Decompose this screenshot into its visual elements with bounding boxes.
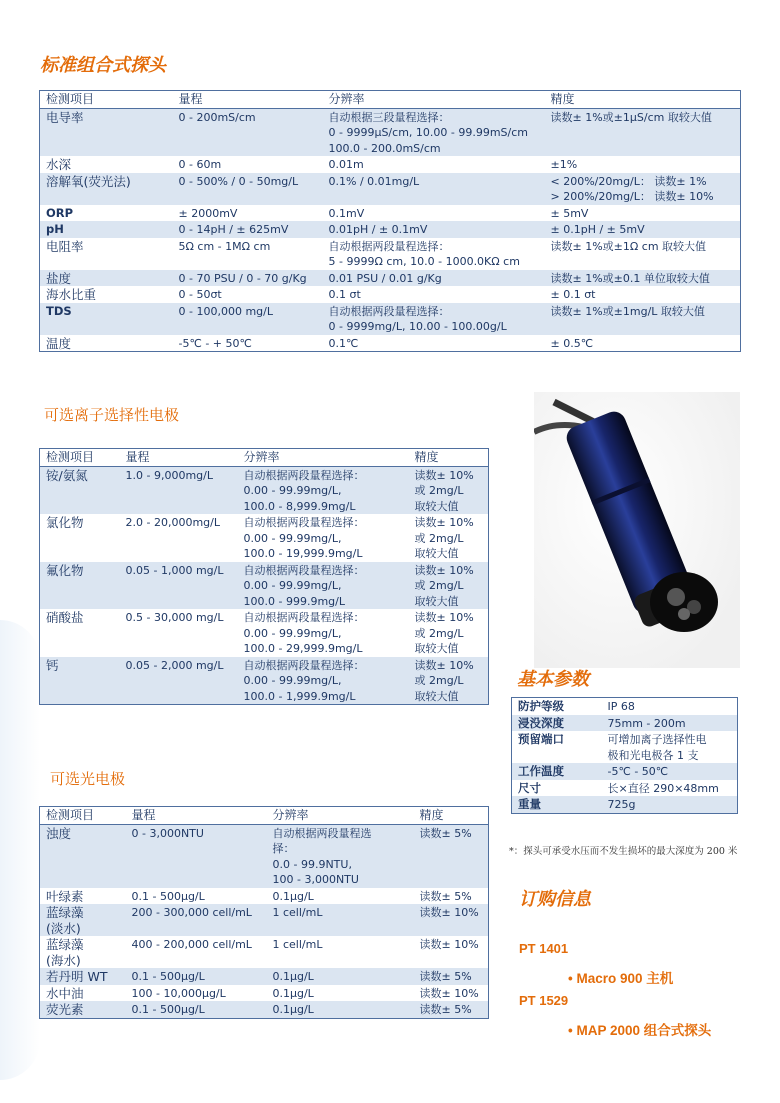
param-value-line: 725g [607,798,636,811]
table-row [40,238,741,270]
header-accuracy: 精度 [545,91,741,109]
header-resolution: 分辨率 [267,807,414,825]
item-name: 盐度 [40,270,173,287]
accuracy-cell [545,173,741,205]
range-cell: 100 - 10,000µg/L [131,986,226,1000]
resolution-cell-line: 0.00 - 99.99mg/L, [243,579,342,592]
accuracy-cell [545,335,741,352]
resolution-cell-line: 0 - 9999mg/L, 10.00 - 100.00g/L [328,320,507,333]
param-value [602,763,738,780]
param-value [602,731,738,763]
param-value [602,780,738,797]
resolution-cell [238,609,409,657]
range-cell: 0.1 - 500µg/L [126,1001,267,1018]
resolution-cell-line: 100.0 - 29,999.9mg/L [243,642,363,655]
item-name-line: 荧光素 [46,1002,84,1017]
accuracy-cell-line: 或 2mg/L [414,674,464,687]
resolution-cell-line: 1 cell/mL [272,938,323,951]
resolution-cell-line: 自动根据两段量程选择： [328,239,450,253]
accuracy-cell [545,270,741,287]
accuracy-cell-line: ±1% [550,158,578,171]
table-row [40,221,741,238]
table-row [40,303,741,335]
accuracy-cell-line: > 200%/20mg/L： 读数± 10% [550,190,714,203]
resolution-cell [267,936,414,968]
range-cell: 0.1 - 500µg/L [126,968,267,985]
resolution-cell-line: 100.0 - 999.9mg/L [243,594,345,608]
accuracy-cell-line: 或 2mg/L [414,531,464,545]
resolution-cell-line: 自动根据两段量程选择： [243,658,365,672]
header-item: 检测项目 [40,449,120,467]
table-row [40,173,741,205]
resolution-cell [267,904,414,936]
param-value [602,796,738,813]
range-cell: 0.05 - 1,000 mg/L [120,562,238,610]
accuracy-cell-line: 或 2mg/L [414,579,464,592]
item-name: 温度 [46,335,72,351]
optical-electrode-table [39,806,489,1019]
header-range: 量程 [126,807,267,825]
order-section-title: 订购信息 [519,889,591,910]
resolution-cell-line: 0.1µg/L [272,970,314,983]
item-name-line: (海水) [46,952,81,968]
accuracy-cell-line: 取较大值 [414,547,459,560]
accuracy-cell-line: ± 0.1 σt [550,288,596,301]
item-name: 电导率 [40,108,173,156]
table-row [40,270,741,287]
accuracy-cell-line: 读数± 10% [414,563,474,577]
accuracy-cell-line: 取较大值 [414,642,459,655]
resolution-cell-line: 0 - 9999µS/cm, 10.00 - 99.99mS/cm [328,126,529,139]
item-name: 海水比重 [46,287,97,302]
resolution-cell-line: 自动根据两段量程选择： [243,468,365,482]
item-name [40,968,126,985]
range-cell: 0 - 500% / 0 - 50mg/L [173,173,323,205]
item-name: 溶解氧(荧光法) [40,173,173,205]
item-name: 电阻率 [46,238,84,254]
item-name [40,985,126,1002]
range-cell: 200 - 300,000 cell/mL [126,904,267,936]
resolution-cell-line: 自动根据两段量程选择： [328,304,450,318]
accuracy-cell: 读数± 5% [414,1001,489,1018]
table-row [40,335,741,352]
table-row [40,936,489,968]
header-range: 量程 [173,91,323,109]
range-cell: 0 - 70 PSU / 0 - 70 g/Kg [173,270,323,287]
table-row [40,904,489,936]
resolution-cell-line: 0.1µg/L [272,1003,314,1016]
header-resolution: 分辨率 [238,449,409,467]
header-item: 检测项目 [40,91,173,109]
range-cell: 0.05 - 2,000 mg/L [120,657,238,705]
accuracy-cell-line: 读数± 1%或±1mg/L 取较大值 [550,304,705,318]
accuracy-cell [545,205,741,222]
param-name: 尺寸 [518,780,541,795]
table-row [40,286,741,303]
resolution-cell [323,335,545,352]
range-cell: 0 - 14pH / ± 625mV [173,221,323,238]
table-row [40,657,489,705]
resolution-cell-line: 0.00 - 99.99mg/L, [243,626,342,640]
accuracy-cell-line: 读数± 10% [414,468,474,482]
param-name: 重量 [512,796,602,813]
resolution-cell-line: 0.01 PSU / 0.01 g/Kg [328,271,442,285]
resolution-cell-line: 0.01pH / ± 0.1mV [328,223,428,236]
table-row [512,698,738,715]
resolution-cell-line: 0.1mV [328,206,365,220]
header-range: 量程 [120,449,238,467]
accuracy-cell: 读数± 10% [419,986,479,1000]
accuracy-cell-line: ± 5mV [550,206,589,220]
accuracy-cell-line: 读数± 1%或±1Ω cm 取较大值 [550,239,707,253]
resolution-cell [267,985,414,1002]
range-cell: 0 - 60m [178,158,222,171]
resolution-cell [323,303,545,335]
resolution-cell-line: 100.0 - 19,999.9mg/L [243,547,363,560]
header-resolution: 分辨率 [323,91,545,109]
header-item: 检测项目 [40,807,126,825]
basic-params-table [511,697,738,814]
item-name: 氯化物 [46,515,84,530]
resolution-cell [267,1001,414,1018]
accuracy-cell-line: ± 0.1pH / ± 5mV [550,223,645,236]
resolution-cell-line: 自动根据两段量程选 [272,826,372,840]
accuracy-cell [409,514,489,562]
depth-footnote: *：探头可承受水压而不发生损坏的最大深度为 200 米 [509,846,738,857]
table-row [40,108,741,156]
item-name: pH [40,221,173,238]
resolution-cell [323,286,545,303]
resolution-cell-line: 自动根据三段量程选择： [328,110,450,124]
item-name [40,936,126,968]
resolution-cell-line: 0.00 - 99.99mg/L, [243,484,342,497]
resolution-cell-line: 100.0 - 200.0mS/cm [328,141,441,155]
item-name: 水深 [46,157,72,172]
item-name-line: (淡水) [46,920,81,936]
resolution-cell-line: 0.0 - 99.9NTU, [272,857,352,871]
resolution-cell-line: 0.00 - 99.99mg/L, [243,531,342,545]
resolution-cell-line: 100 - 3,000NTU [272,873,359,886]
range-cell: -5℃ - + 50℃ [178,336,252,350]
table-row [512,763,738,780]
table-row [40,985,489,1002]
accuracy-cell: 读数± 5% [414,968,489,985]
ion-section-title: 可选离子选择性电极 [44,406,180,424]
range-cell: 2.0 - 20,000mg/L [125,516,220,529]
resolution-cell-line: 1 cell/mL [272,906,323,919]
table-row [40,562,489,610]
table-row [40,824,489,888]
resolution-cell [323,221,545,238]
resolution-cell-line: 0.1µg/L [272,889,314,903]
resolution-cell-line: 0.01m [328,158,364,171]
optical-section-title: 可选光电极 [50,770,126,788]
probe-photo [534,392,740,668]
accuracy-cell-line: 读数± 10% [414,658,474,672]
item-name-line: 浊度 [46,825,72,841]
resolution-cell-line: 5 - 9999Ω cm, 10.0 - 1000.0KΩ cm [328,255,520,268]
param-name: 防护等级 [518,699,564,713]
resolution-cell [238,657,409,705]
basic-section-title: 基本参数 [517,669,589,690]
range-cell: 0 - 200mS/cm [173,108,323,156]
item-name-line: 蓝绿藻 [46,937,84,952]
resolution-cell [238,562,409,610]
accuracy-cell [545,221,741,238]
item-name: ORP [46,205,74,220]
order-item: • MAP 2000 组合式探头 [568,1023,712,1038]
resolution-cell [323,156,545,173]
accuracy-cell [409,657,489,705]
param-name: 预留端口 [518,732,564,746]
item-name-line: 叶绿素 [46,888,84,904]
table-row [40,514,489,562]
page-edge-decoration [0,620,40,1080]
accuracy-cell-line: 或 2mg/L [414,626,464,640]
resolution-cell [323,270,545,287]
range-cell: 5Ω cm - 1MΩ cm [178,239,271,253]
resolution-cell-line: 自动根据两段量程选择： [243,516,365,529]
accuracy-cell [545,286,741,303]
accuracy-cell: 读数± 10% [414,904,489,936]
order-code: PT 1529 [519,993,569,1008]
table-row [40,968,489,985]
item-name: TDS [40,303,173,335]
accuracy-cell-line: 取较大值 [414,499,459,513]
table-row [512,780,738,797]
range-cell: ± 2000mV [178,206,238,220]
range-cell: 400 - 200,000 cell/mL [131,938,252,951]
resolution-cell [267,968,414,985]
accuracy-cell [545,108,741,156]
param-value-line: 长×直径 290×48mm [607,781,719,795]
resolution-cell [238,466,409,514]
table-row [512,731,738,763]
resolution-cell-line: 0.00 - 99.99mg/L, [243,674,342,687]
table-row [512,715,738,732]
param-value-line: IP 68 [607,700,635,713]
param-name: 浸没深度 [512,715,602,732]
accuracy-cell [545,303,741,335]
item-name [40,1001,126,1018]
table-row [40,609,489,657]
item-name [40,888,126,905]
accuracy-cell [409,609,489,657]
range-cell: 1.0 - 9,000mg/L [120,466,238,514]
accuracy-cell: 读数± 10% [419,938,479,951]
resolution-cell [323,108,545,156]
accuracy-cell-line: 取较大值 [414,594,459,608]
accuracy-cell-line: < 200%/20mg/L： 读数± 1% [550,174,707,188]
resolution-cell [238,514,409,562]
param-value-line: -5℃ - 50℃ [607,765,669,778]
param-value-line: 极和光电极各 1 支 [607,748,699,762]
order-code: PT 1401 [519,941,569,956]
accuracy-cell [409,562,489,610]
range-cell: 0.5 - 30,000 mg/L [125,611,224,624]
main-section-title: 标准组合式探头 [40,55,166,76]
table-row [40,156,741,173]
ion-electrode-table [39,448,489,705]
accuracy-cell: 读数± 5% [414,824,489,888]
header-accuracy: 精度 [414,807,489,825]
accuracy-cell: 读数± 5% [419,889,472,903]
table-row [40,888,489,905]
table-row [40,466,489,514]
param-value-line: 75mm - 200m [607,716,686,730]
accuracy-cell [409,466,489,514]
item-name [40,824,126,888]
param-value [602,715,738,732]
range-cell: 0 - 3,000NTU [126,824,267,888]
resolution-cell [267,824,414,888]
resolution-cell-line: 100.0 - 1,999.9mg/L [243,689,356,703]
param-name: 工作温度 [512,763,602,780]
item-name: 钙 [40,657,120,705]
accuracy-cell-line: 取较大值 [414,689,459,703]
range-cell: 0.1 - 500µg/L [131,889,205,903]
item-name-line: 蓝绿藻 [46,905,84,920]
item-name-line: 水中油 [46,985,84,1001]
table-row [40,205,741,222]
resolution-cell [323,205,545,222]
resolution-cell [267,888,414,905]
param-value [602,698,738,715]
accuracy-cell-line: 读数± 10% [414,516,474,529]
item-name [40,904,126,936]
resolution-cell-line: 择： [272,842,295,855]
order-item: • Macro 900 主机 [568,971,674,986]
item-name: 硝酸盐 [46,610,84,625]
resolution-cell-line: 0.1℃ [328,336,359,350]
item-name: 铵/氨氮 [40,466,120,514]
resolution-cell-line: 自动根据两段量程选择： [243,611,365,624]
item-name: 氟化物 [40,562,120,610]
resolution-cell-line: 100.0 - 8,999.9mg/L [243,499,356,513]
resolution-cell-line: 自动根据两段量程选择： [243,563,365,577]
accuracy-cell-line: 读数± 10% [414,611,474,624]
accuracy-cell-line: 读数± 1%或±0.1 单位取较大值 [550,271,710,285]
resolution-cell [323,238,545,270]
resolution-cell [323,173,545,205]
item-name-line: 若丹明 WT [46,969,108,984]
resolution-cell-line: 0.1 σt [328,288,361,301]
accuracy-cell-line: 或 2mg/L [414,484,464,497]
accuracy-cell [545,238,741,270]
header-accuracy: 精度 [409,449,489,467]
range-cell: 0 - 50σt [178,288,222,301]
table-row [40,1001,489,1018]
table-row [512,796,738,813]
main-probe-table [39,90,741,352]
accuracy-cell-line: 读数± 1%或±1µS/cm 取较大值 [550,110,712,124]
range-cell: 0 - 100,000 mg/L [173,303,323,335]
resolution-cell-line: 0.1µg/L [272,986,314,1000]
param-value-line: 可增加离子选择性电 [607,733,707,746]
resolution-cell-line: 0.1% / 0.01mg/L [328,174,420,188]
accuracy-cell [545,156,741,173]
accuracy-cell-line: ± 0.5℃ [550,336,594,350]
